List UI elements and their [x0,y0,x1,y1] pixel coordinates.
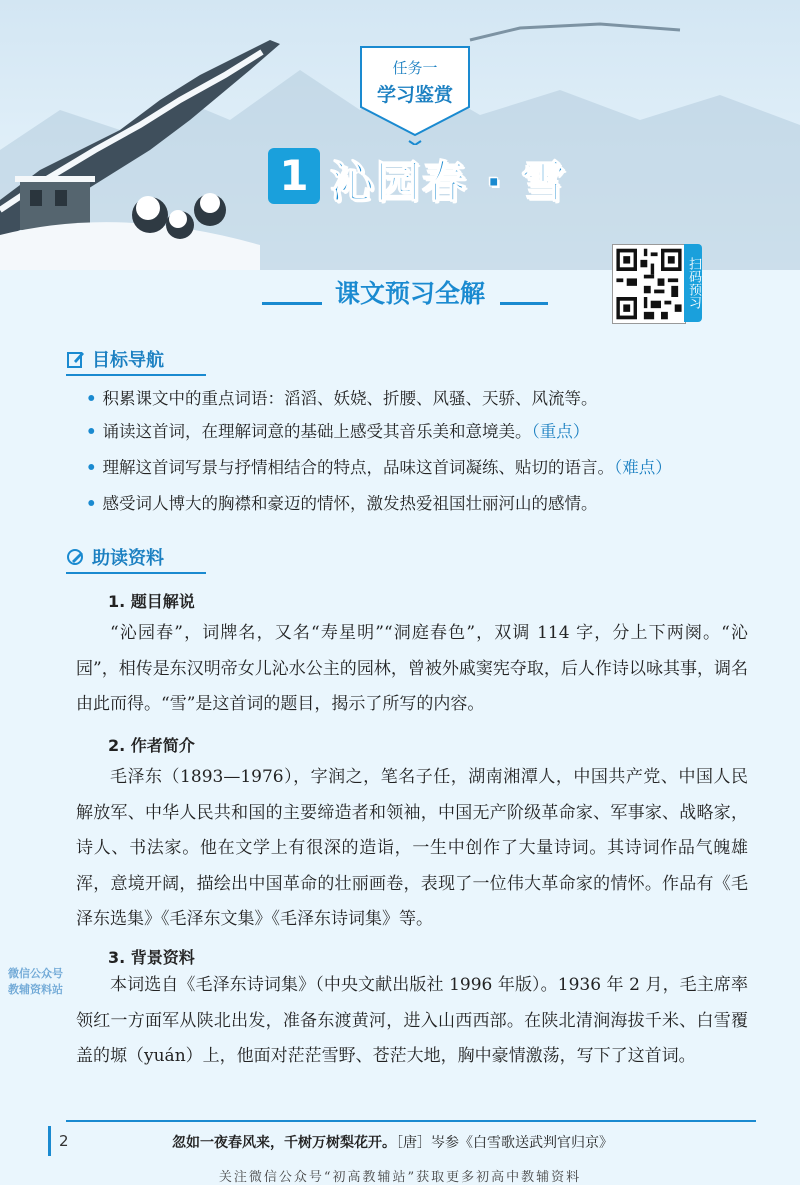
goal-tag: （难点） [614,458,672,477]
section-title: 1. 题目解说 [108,592,195,611]
section-body: 本词选自《毛泽东诗词集》（中央文献出版社 1996 年版）。1936 年 2 月，毛主席率领红一方面军从陕北出发，准备东渡黄河，进入山西西部。在陕北清涧海拔千米、白雪覆盖的塬（yuán）上，他面对茫茫雪野、苍茫大地，胸中豪情激荡，写下了这首词。 [76,975,748,1066]
page-number: 2 [48,1126,85,1156]
goal-item: • 理解这首词写景与抒情相结合的特点，品味这首词凝练、贴切的语言。（难点） [86,458,672,477]
footer-quote-source: ［唐］岑参《白雪歌送武判官归京》 [396,1135,613,1151]
goals-underline [66,374,206,376]
reading-heading-text: 助读资料 [92,548,164,569]
section-banner [265,274,555,314]
banner-line-right [500,302,548,305]
book-pencil-icon [66,547,86,567]
goals-heading [66,346,164,372]
lesson-number: 1 [268,148,320,204]
goal-tag: （重点） [531,422,590,441]
promo-text: 关注微信公众号“初高教辅站”获取更多初高中教辅资料 [218,1170,582,1185]
goals-heading-text: 目标导航 [92,350,164,371]
qr-code-icon[interactable] [612,244,686,324]
footer-quote-line: 忽如一夜春风来，千树万树梨花开。 [172,1135,396,1151]
watermark-stamp: 微信公众号 教辅资料站 [8,967,63,996]
section-body: “沁园春”，词牌名，又名“寿星明”“洞庭春色”，双调 114 字，分上下两阕。“沁园”，相传是东汉明帝女儿沁水公主的园林，曾被外戚窦宪夺取，后人作诗以咏其事，调名由此而得。“雪”是这首词的题目，揭示了所写的内容。 [76,623,748,714]
task-badge [355,45,475,131]
lesson-title: 沁园春 · 雪 [330,157,568,208]
goal-item: • 诵读这首词，在理解词意的基础上感受其音乐美和意境美。（重点） [86,422,590,441]
section-title: 2. 作者简介 [108,736,195,755]
goal-item: • 感受词人博大的胸襟和豪迈的情怀，激发热爱祖国壮丽河山的感情。 [86,494,598,513]
task-title: 学习鉴赏 [376,84,453,106]
footer-quote [172,1132,613,1152]
goal-item: • 积累课文中的重点词语：滔滔、妖娆、折腰、风骚、天骄、风流等。 [86,389,598,408]
reading-heading [66,544,164,570]
footer-divider [66,1120,756,1122]
qr-preview-label: 扫码预习 [684,244,702,322]
section-title: 3. 背景资料 [108,948,195,967]
section-body: 毛泽东（1893—1976），字润之，笔名子任，湖南湘潭人，中国共产党、中国人民解放军、中华人民共和国的主要缔造者和领袖，中国无产阶级革命家、军事家、战略家，诗人、书法家。他在文学上有很深的造诣，一生中创作了大量诗词。其诗词作品气魄雄浑，意境开阔，描绘出中国革命的壮丽画卷，表现了一位伟大革命家的情怀。作品有《毛泽东选集》《毛泽东文集》《毛泽东诗词集》等。 [76,767,748,929]
edit-icon [66,349,86,369]
section-banner-title: 课文预习全解 [334,279,485,308]
task-label: 任务一 [392,59,438,77]
reading-underline [66,572,206,574]
